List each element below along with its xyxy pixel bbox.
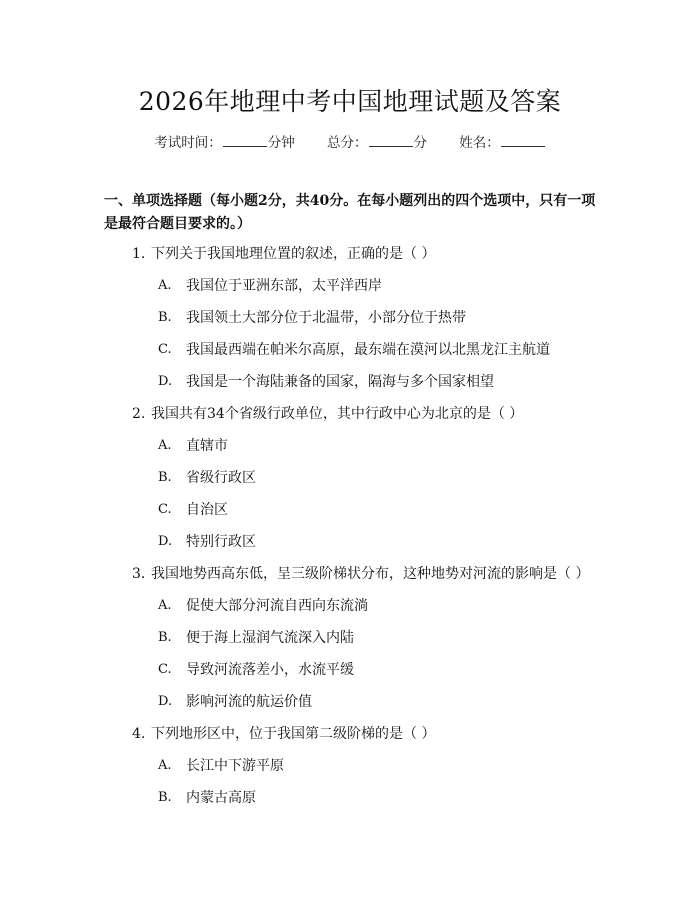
question-1-option-c — [0, 334, 700, 366]
name-field — [459, 131, 546, 151]
question-text: 我国共有34个省级行政单位，其中行政中心为北京的是（ ） — [151, 406, 524, 422]
option-text: 便于海上湿润气流深入内陆 — [186, 630, 354, 646]
question-3-option-b — [0, 622, 700, 654]
section-heading: 一、单项选择题（每小题2分，共40分。在每小题列出的四个选项中，只有一项是最符合题目要求的。） — [104, 193, 596, 232]
question-number: 2. — [132, 406, 146, 422]
option-letter: B. — [158, 310, 172, 325]
option-letter: B. — [158, 630, 172, 645]
question-4 — [0, 718, 700, 750]
option-text: 导致河流落差小，水流平缓 — [186, 662, 354, 678]
option-text: 我国领土大部分位于北温带，小部分位于热带 — [186, 310, 466, 326]
option-text: 自治区 — [186, 502, 228, 518]
question-3-option-d — [0, 686, 700, 718]
total-score-label: 总分： — [327, 135, 368, 151]
question-4-option-b — [0, 782, 700, 814]
option-text: 影响河流的航运价值 — [186, 694, 312, 710]
option-text: 特别行政区 — [186, 534, 256, 550]
question-2-option-d — [0, 526, 700, 558]
question-4-option-a — [0, 750, 700, 782]
option-text: 我国是一个海陆兼备的国家，隔海与多个国家相望 — [186, 374, 494, 390]
question-2-option-a — [0, 430, 700, 462]
option-text: 我国位于亚洲东部，太平洋西岸 — [186, 278, 382, 294]
option-letter: D. — [158, 694, 173, 709]
question-1 — [0, 238, 700, 270]
question-2-option-c — [0, 494, 700, 526]
exam-time-field — [154, 131, 295, 151]
option-letter: B. — [158, 470, 172, 485]
question-text: 下列地形区中，位于我国第二级阶梯的是（ ） — [151, 726, 436, 742]
exam-time-unit: 分钟 — [267, 135, 295, 151]
option-text: 内蒙古高原 — [186, 790, 256, 806]
option-text: 省级行政区 — [186, 470, 256, 486]
option-letter: D. — [158, 534, 173, 549]
name-blank — [501, 134, 545, 147]
question-2-option-b — [0, 462, 700, 494]
option-letter: A. — [158, 438, 172, 453]
page-title: 2026年地理中考中国地理试题及答案 — [138, 87, 562, 116]
option-letter: A. — [158, 758, 172, 773]
total-score-unit: 分 — [413, 135, 427, 151]
option-letter: D. — [158, 374, 173, 389]
option-letter: C. — [158, 662, 172, 677]
question-text: 下列关于我国地理位置的叙述，正确的是（ ） — [151, 246, 436, 262]
option-letter: B. — [158, 790, 172, 805]
option-letter: A. — [158, 598, 172, 613]
exam-time-label: 考试时间： — [154, 135, 222, 151]
question-1-option-b — [0, 302, 700, 334]
option-text: 直辖市 — [186, 438, 228, 454]
option-letter: C. — [158, 502, 172, 517]
total-score-blank — [369, 134, 413, 147]
question-1-option-a — [0, 270, 700, 302]
question-2 — [0, 398, 700, 430]
exam-info-row — [0, 131, 700, 151]
question-number: 3. — [132, 566, 146, 582]
exam-time-blank — [223, 134, 267, 147]
total-score-field — [327, 131, 427, 151]
option-text: 我国最西端在帕米尔高原，最东端在漠河以北黑龙江主航道 — [186, 342, 550, 358]
question-number: 4. — [132, 726, 146, 742]
name-label: 姓名： — [459, 135, 500, 151]
option-text: 长江中下游平原 — [186, 758, 284, 774]
question-1-option-d — [0, 366, 700, 398]
question-3 — [0, 558, 700, 590]
option-text: 促使大部分河流自西向东流淌 — [186, 598, 368, 614]
question-text: 我国地势西高东低，呈三级阶梯状分布，这种地势对河流的影响是（ ） — [151, 566, 590, 582]
option-letter: A. — [158, 278, 172, 293]
question-number: 1. — [132, 246, 146, 262]
question-3-option-c — [0, 654, 700, 686]
questions-list — [0, 238, 700, 814]
question-3-option-a — [0, 590, 700, 622]
option-letter: C. — [158, 342, 172, 357]
